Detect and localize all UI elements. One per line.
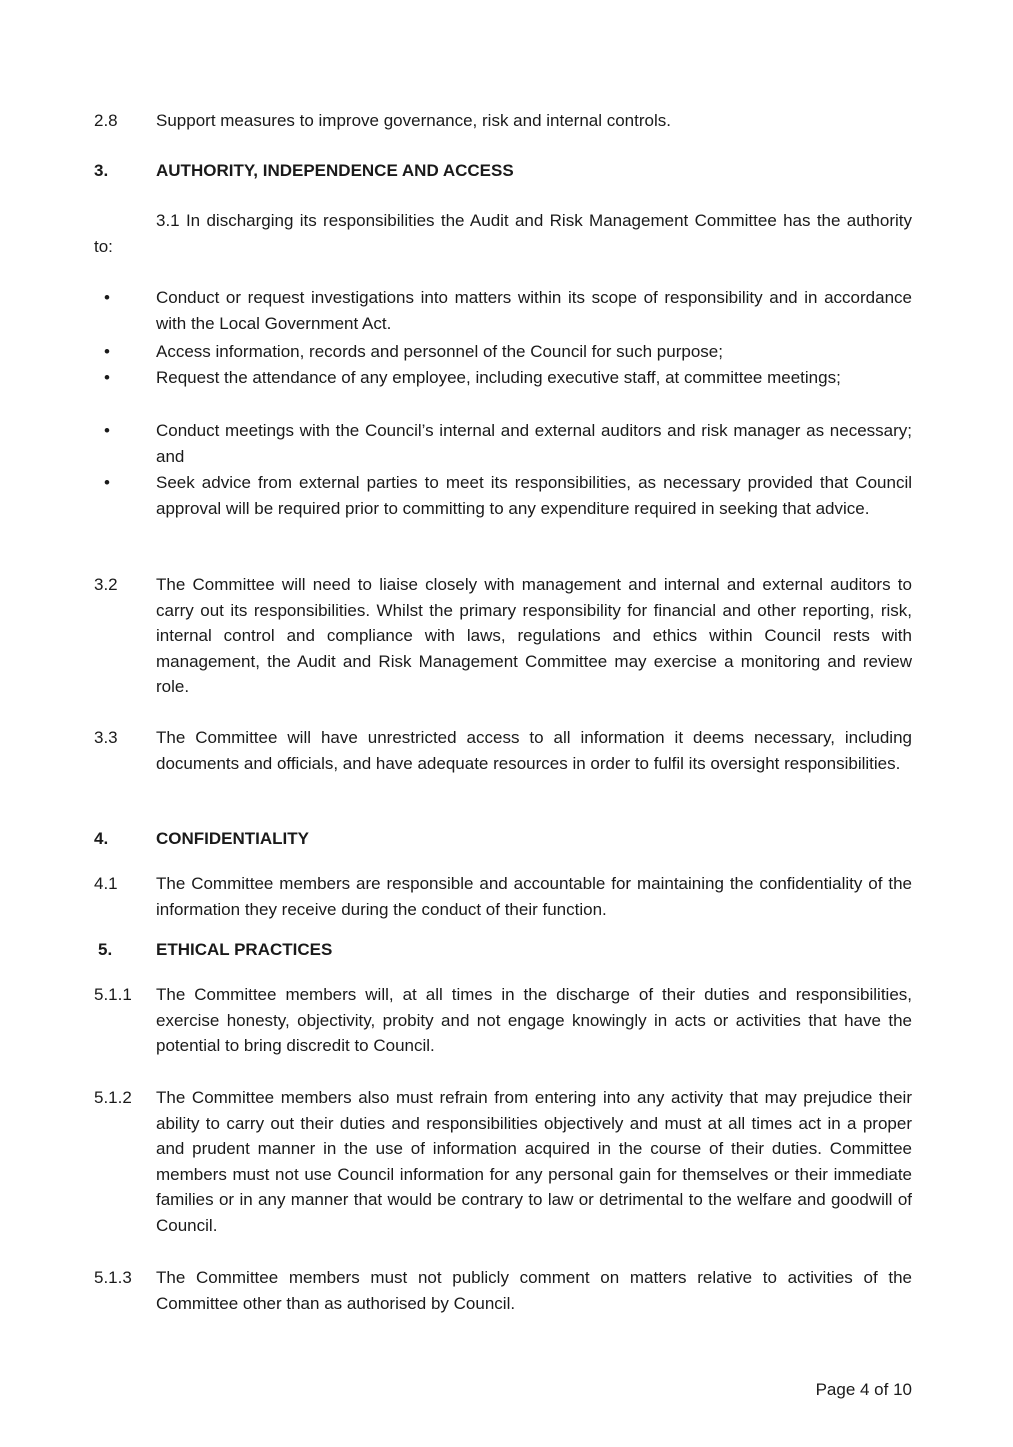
bullet-icon: •: [104, 342, 110, 361]
clause-text: The Committee members also must refrain from entering into any activity that may prejudice their ability to carry out their duties and responsibilities objectively and must at all times act in a proper and prudent manner in the use of information acquired in the course of their duties. Committee members must not use Council information for any personal gain for themselves or their immediate families or in any manner that would be contrary to law or detrimental to the welfare and goodwill of Council.: [156, 1088, 912, 1235]
bullet-icon: •: [104, 421, 110, 440]
clause-text: Support measures to improve governance, risk and internal controls.: [156, 111, 671, 130]
clause-number: 3.3: [94, 728, 118, 747]
section-title: ETHICAL PRACTICES: [156, 940, 333, 959]
section-number: 3.: [94, 161, 109, 180]
bullet-text: Request the attendance of any employee, including executive staff, at committee meetings;: [156, 368, 841, 387]
bullet-text: Seek advice from external parties to meet its responsibilities, as necessary provided that Council approval will be required prior to committing to any expenditure required in seeking that advice.: [156, 473, 912, 518]
bullet-text: Conduct or request investigations into matters within its scope of responsibility and in accordance with the Local Government Act.: [156, 288, 912, 333]
section-number: 4.: [94, 829, 109, 848]
bullet-icon: •: [104, 473, 110, 492]
section-title: CONFIDENTIALITY: [156, 829, 309, 848]
section-title: AUTHORITY, INDEPENDENCE AND ACCESS: [156, 161, 514, 180]
clause-number: 3.2: [94, 575, 118, 594]
clause-number: 2.8: [94, 111, 118, 130]
clause-number: 5.1.1: [94, 985, 132, 1004]
clause-text: The Committee members will, at all times in the discharge of their duties and responsibilities, exercise honesty, objectivity, probity and not engage knowingly in acts or activities that have the potential to bring discredit to Council.: [156, 985, 912, 1055]
bullet-text: Access information, records and personnel of the Council for such purpose;: [156, 342, 723, 361]
clause-text: The Committee will have unrestricted access to all information it deems necessary, including documents and officials, and have adequate resources in order to fulfil its oversight responsibilities.: [156, 728, 912, 773]
section-number: 5.: [98, 940, 113, 959]
clause-text: The Committee members are responsible and accountable for maintaining the confidentiality of the information they receive during the conduct of their function.: [156, 874, 912, 919]
clause-number: 4.1: [94, 874, 118, 893]
bullet-text: Conduct meetings with the Council’s internal and external auditors and risk manager as necessary; and: [156, 421, 912, 466]
clause-text: The Committee members must not publicly comment on matters relative to activities of the Committee other than as authorised by Council.: [156, 1268, 912, 1313]
clause-text: 3.1 In discharging its responsibilities the Audit and Risk Management Committee has the authority to:: [94, 211, 912, 256]
bullet-icon: •: [104, 368, 110, 387]
page-number: Page 4 of 10: [815, 1380, 912, 1399]
clause-number: 5.1.2: [94, 1088, 132, 1107]
clause-text: The Committee will need to liaise closely with management and internal and external auditors to carry out its responsibilities. Whilst the primary responsibility for financial and other reporting, risk, internal control and compliance with laws, regulations and ethics within Council rests with management, the Audit and Risk Management Committee may exercise a monitoring and review role.: [156, 575, 912, 696]
bullet-icon: •: [104, 288, 110, 307]
clause-number: 5.1.3: [94, 1268, 132, 1287]
